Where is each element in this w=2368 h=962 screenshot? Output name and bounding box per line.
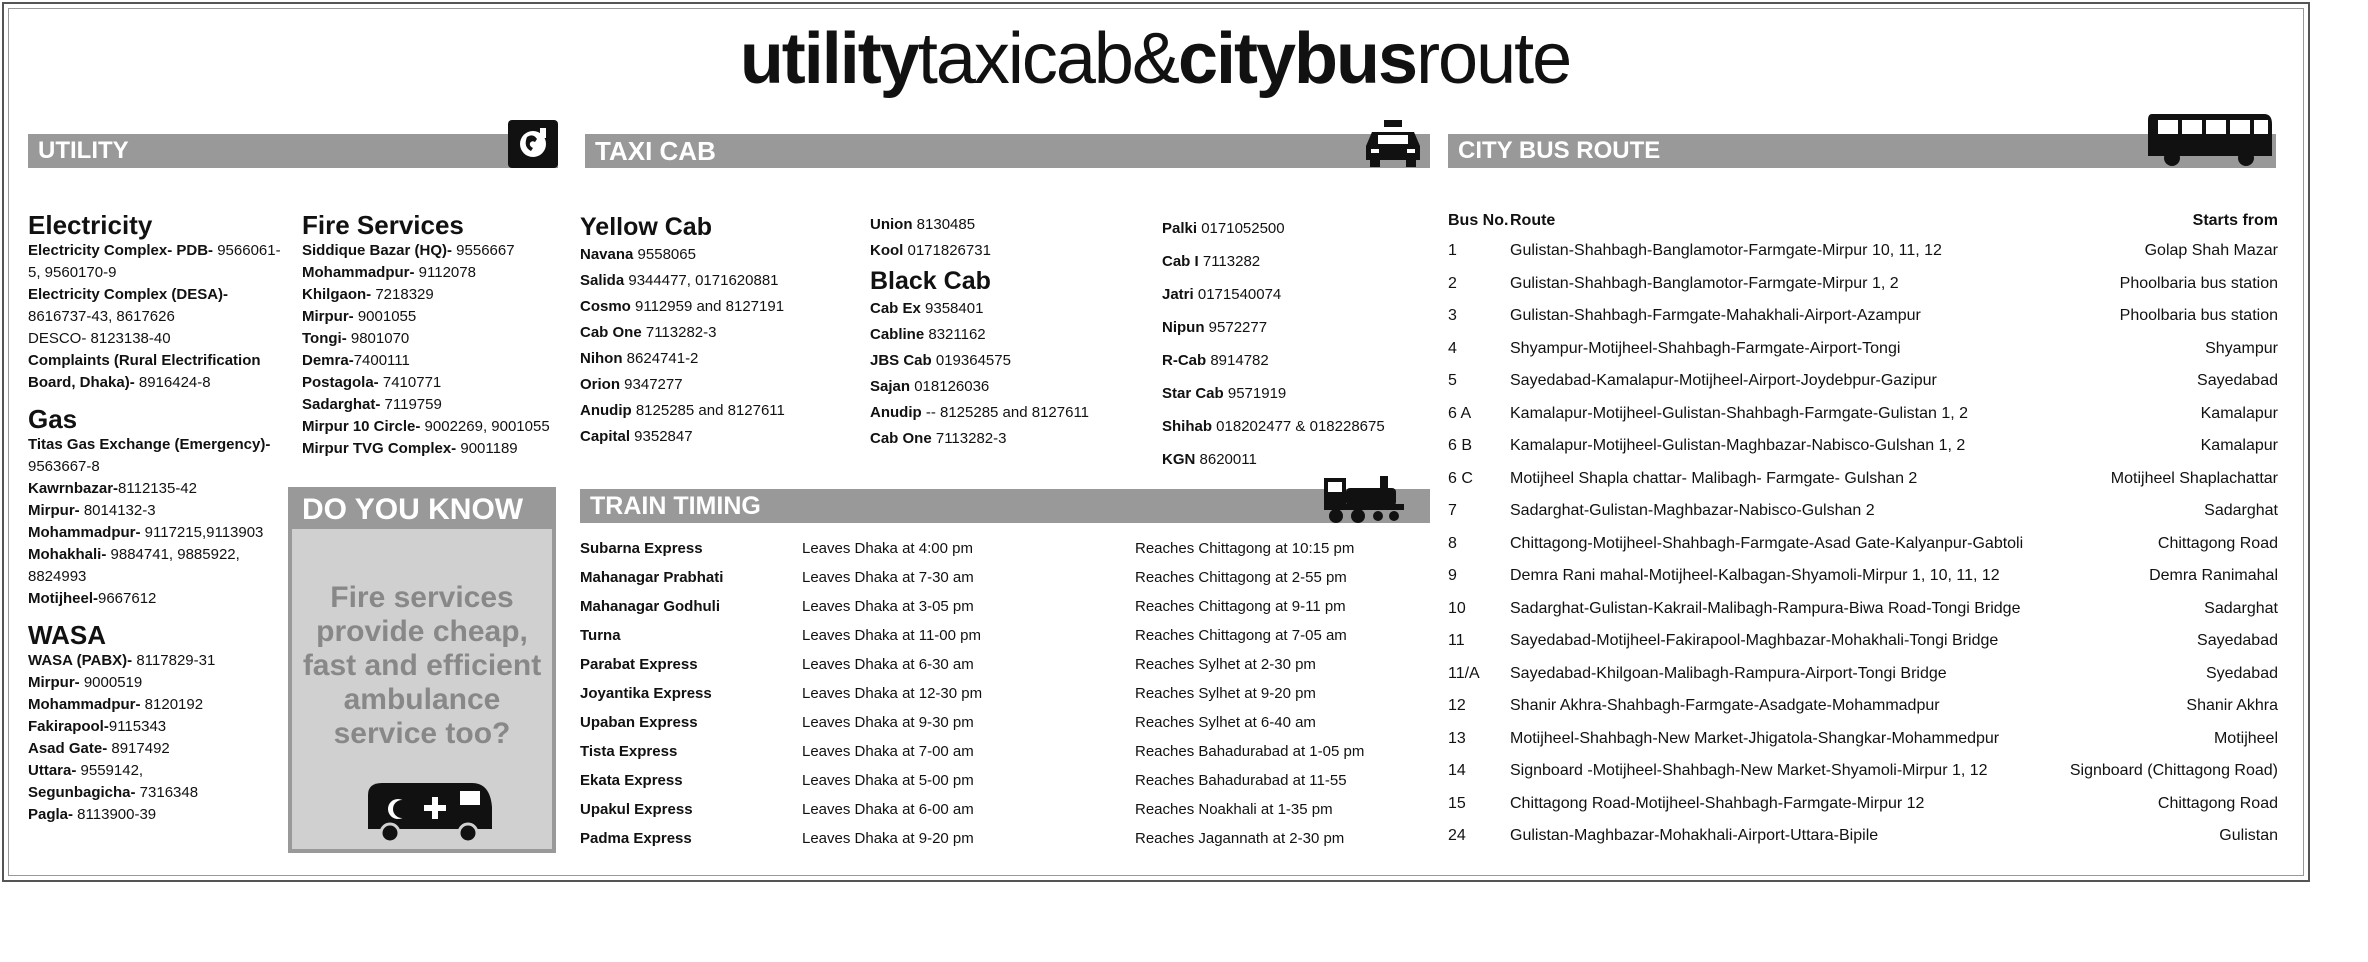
taxi-contact-number: 8620011: [1195, 451, 1257, 468]
fire-contact: [302, 416, 572, 438]
train-bar: TRAIN TIMING: [580, 489, 1430, 523]
train-name: Padma Express: [580, 830, 692, 847]
bus-number: 11: [1448, 632, 1465, 649]
electricity-contact: [28, 240, 283, 284]
gas-contact-number: 9117215,9113903: [140, 524, 264, 541]
fire-contact-label: Mirpur 10 Circle-: [302, 418, 421, 435]
gas-contact-number: 9667612: [98, 590, 157, 607]
bus-route: Signboard -Motijheel-Shahbagh-New Market-Shyamoli-Mirpur 1, 12: [1510, 762, 1988, 779]
bus-icon: [2146, 110, 2274, 168]
fire-contact-number: 7218329: [371, 286, 434, 303]
taxi-contact-label: R-Cab: [1162, 352, 1207, 369]
yellow-cab-contact: [580, 398, 860, 424]
train-name: Subarna Express: [580, 540, 703, 557]
fire-contact: [302, 328, 572, 350]
gas-contact: [28, 434, 283, 478]
taxi-contact-label: Shihab: [1162, 418, 1213, 435]
fire-contact-label: Mirpur-: [302, 308, 354, 325]
wasa-contact: [28, 672, 283, 694]
do-you-know-text: Fire services provide cheap, fast and efficient ambulance service too?: [302, 581, 542, 750]
electricity-contact-label: Complaints (Rural Electrification Board, Dhaka)-: [28, 352, 261, 391]
bus-start-point: Syedabad: [2205, 664, 2278, 682]
gas-contact: [28, 588, 283, 610]
electricity-contact: [28, 328, 283, 350]
wasa-contact-number: 8917492: [107, 740, 170, 757]
taxi-contact-number: 0171826731: [903, 242, 991, 259]
fire-contact: [302, 372, 572, 394]
fire-contact: [302, 438, 572, 460]
fire-contact-number: 9002269, 9001055: [420, 418, 550, 435]
train-name: Upaban Express: [580, 714, 698, 731]
taxi-contact-label: KGN: [1162, 451, 1196, 468]
fire-contact-number: 9001055: [353, 308, 417, 325]
fire-contact: [302, 394, 572, 416]
taxi-column-3: [1162, 212, 1432, 476]
bus-number: 14: [1448, 762, 1466, 779]
bus-number: 6 C: [1448, 469, 1473, 487]
bus-route: Shyampur-Motijheel-Shahbagh-Farmgate-Airport-Tongi: [1510, 339, 1901, 357]
wasa-contact-number: 9115343: [108, 718, 167, 735]
bus-route: Shanir Akhra-Shahbagh-Farmgate-Asadgate-Mohammadpur: [1510, 697, 1940, 714]
taxi-contact-label: Kool: [870, 242, 904, 259]
yellow-cab-heading: Yellow Cab: [580, 213, 712, 241]
wasa-contact-number: 8117829-31: [132, 652, 216, 669]
wasa-contact-number: 9559142,: [76, 762, 144, 779]
wasa-contact: [28, 738, 283, 760]
fire-contact-label: Khilgaon-: [302, 286, 372, 303]
gas-contact: [28, 544, 283, 588]
train-name: Turna: [580, 627, 621, 644]
taxi-contact-number: 9571919: [1223, 385, 1287, 402]
taxi-contact-label: Star Cab: [1162, 385, 1224, 402]
gas-contact: [28, 500, 283, 522]
electricity-heading: Electricity: [28, 210, 153, 240]
taxi-contact: [870, 212, 1150, 238]
bus-route: Gulistan-Shahbagh-Farmgate-Mahakhali-Airport-Azampur: [1510, 307, 1921, 324]
black-cab-contact-label: Cab Ex: [870, 300, 921, 317]
bus-number: 9: [1448, 567, 1457, 584]
taxi-contact-label: Nipun: [1162, 319, 1205, 336]
train-departure: Leaves Dhaka at 6-30 am: [802, 656, 974, 673]
fire-contact: [302, 240, 572, 262]
wasa-contact-label: Fakirapool-: [28, 718, 109, 735]
gas-contact-number: 9884741, 9885922, 8824993: [28, 546, 240, 585]
taxi-contact: [870, 238, 1150, 264]
black-cab-contact: [870, 400, 1150, 426]
fire-contact-label: Postagola-: [302, 374, 379, 391]
fire-contact-number: 9556667: [452, 242, 515, 259]
fire-services-heading: Fire Services: [302, 210, 464, 240]
bus-route: Sadarghat-Gulistan-Maghbazar-Nabisco-Gulshan 2: [1510, 502, 1875, 519]
bus-start-point: Shanir Akhra: [2186, 697, 2278, 714]
taxi-bar: TAXI CAB: [585, 134, 1430, 168]
yellow-cab-contact-label: Orion: [580, 376, 620, 393]
taxi-contact: [1162, 344, 1432, 377]
train-arrival: Reaches Sylhet at 9-20 pm: [1135, 685, 1316, 702]
yellow-cab-contact-number: 9344477, 0171620881: [624, 272, 779, 289]
bus-route: Gulistan-Maghbazar-Mohakhali-Airport-Uttara-Bipile: [1510, 827, 1879, 844]
bus-route: Chittagong-Motijheel-Shahbagh-Farmgate-Asad Gate-Kalyanpur-Gabtoli: [1510, 534, 2024, 552]
bus-start-point: Golap Shah Mazar: [2144, 242, 2278, 259]
train-departure: Leaves Dhaka at 5-00 pm: [802, 772, 974, 789]
bus-number: 8: [1448, 534, 1457, 552]
fire-contact: [302, 306, 572, 328]
taxi-contact-number: 9572277: [1204, 319, 1268, 336]
bus-start-point: Shyampur: [2205, 339, 2278, 357]
bus-route: Kamalapur-Motijheel-Gulistan-Shahbagh-Farmgate-Gulistan 1, 2: [1510, 404, 1968, 422]
bus-start-point: Kamalapur: [2200, 404, 2278, 422]
utility-column-1: [28, 210, 283, 826]
yellow-cab-contact: [580, 320, 860, 346]
taxi-column-1: [580, 212, 860, 450]
train-arrival: Reaches Noakhali at 1-35 pm: [1135, 801, 1333, 818]
gas-contact-label: Motijheel-: [28, 590, 98, 607]
black-cab-contact: [870, 374, 1150, 400]
bus-start-point: Signboard (Chittagong Road): [2069, 762, 2278, 779]
fire-contact-label: Mohammadpur-: [302, 264, 415, 281]
taxi-contact-label: Palki: [1162, 220, 1198, 237]
fire-contact-label: Siddique Bazar (HQ)-: [302, 242, 453, 259]
taxi-contact-number: 0171540074: [1193, 286, 1282, 303]
bus-route: Kamalapur-Motijheel-Gulistan-Maghbazar-Nabisco-Gulshan 1, 2: [1510, 437, 1966, 454]
train-name: Mahanagar Prabhati: [580, 569, 724, 586]
train-departure: Leaves Dhaka at 7-00 am: [802, 743, 974, 760]
train-departure: Leaves Dhaka at 3-05 pm: [802, 598, 974, 615]
train-arrival: Reaches Chittagong at 10:15 pm: [1135, 540, 1355, 557]
yellow-cab-contact: [580, 242, 860, 268]
black-cab-contact-number: 019364575: [931, 352, 1011, 369]
fire-contact-label: Mirpur TVG Complex-: [302, 440, 457, 457]
yellow-cab-contact-number: 9112959 and 8127191: [630, 298, 785, 315]
yellow-cab-contact-number: 8125285 and 8127611: [631, 402, 785, 419]
taxi-contact: [1162, 377, 1432, 410]
page-title: utilitytaxicab&citybusroute: [739, 19, 1571, 99]
black-cab-contact-number: 018126036: [910, 378, 990, 395]
bus-start-point: Chittagong Road: [2157, 794, 2278, 812]
electricity-contact-number: 9566061-5, 9560170-9: [28, 242, 281, 281]
fire-contact-label: Demra-: [302, 352, 354, 369]
electricity-contact-label: Electricity Complex- PDB-: [28, 242, 214, 259]
gas-contact-number: 8014132-3: [79, 502, 156, 519]
electricity-contact: [28, 350, 283, 394]
fire-contact-number: 9112078: [414, 264, 476, 281]
wasa-contact-number: 9000519: [79, 674, 143, 691]
yellow-cab-contact-number: 9352847: [630, 428, 693, 445]
yellow-cab-contact: [580, 372, 860, 398]
taxi-contact: [1162, 245, 1432, 278]
taxi-contact: [1162, 410, 1432, 443]
black-cab-contact-label: JBS Cab: [870, 352, 932, 369]
bus-route: Motijheel Shapla chattar- Malibagh- Farmgate- Gulshan 2: [1510, 469, 1918, 487]
bus-start-point: Sayedabad: [2197, 632, 2278, 649]
bus-route: Sayedabad-Khilgoan-Malibagh-Rampura-Airport-Tongi Bridge: [1510, 664, 1947, 682]
yellow-cab-contact-number: 7113282-3: [641, 324, 717, 341]
wasa-contact-label: WASA (PABX)-: [28, 652, 133, 669]
train-name: Parabat Express: [580, 656, 698, 673]
bus-number: 11/A: [1448, 664, 1480, 682]
gas-contact-label: Mohammadpur-: [28, 524, 141, 541]
wasa-contact-number: 7316348: [135, 784, 199, 801]
ambulance-icon: [364, 781, 494, 843]
bus-number: 3: [1448, 307, 1457, 324]
wasa-contact-label: Mohammadpur-: [28, 696, 141, 713]
gas-contact-label: Mirpur-: [28, 502, 80, 519]
train-departure: Leaves Dhaka at 9-30 pm: [802, 714, 974, 731]
bus-number: 6 A: [1448, 404, 1472, 422]
taxi-contact-label: Jatri: [1162, 286, 1194, 303]
utility-bar: UTILITY: [28, 134, 558, 168]
bus-start-point: Gulistan: [2219, 827, 2278, 844]
bus-route: Gulistan-Shahbagh-Banglamotor-Farmgate-Mirpur 10, 11, 12: [1510, 242, 1942, 259]
bus-number: 10: [1448, 599, 1466, 617]
bus-route: Sayedabad-Kamalapur-Motijheel-Airport-Joydebpur-Gazipur: [1510, 372, 1937, 389]
wasa-contact: [28, 694, 283, 716]
bus-route: Gulistan-Shahbagh-Banglamotor-Farmgate-Mirpur 1, 2: [1510, 274, 1899, 292]
starts-from-header: Starts from: [2192, 212, 2278, 229]
yellow-cab-contact-number: 8624741-2: [622, 350, 699, 367]
train-name: Mahanagar Godhuli: [580, 598, 721, 615]
black-cab-heading: Black Cab: [870, 267, 991, 295]
train-arrival: Reaches Jagannath at 2-30 pm: [1135, 830, 1345, 847]
train-arrival: Reaches Sylhet at 6-40 am: [1135, 714, 1316, 731]
train-name: Tista Express: [580, 743, 678, 760]
bus-route: Sayedabad-Motijheel-Fakirapool-Maghbazar-Mohakhali-Tongi Bridge: [1510, 632, 1999, 649]
black-cab-contact: [870, 426, 1150, 452]
bus-no-header: Bus No.: [1448, 212, 1509, 229]
taxi-contact-label: Union: [870, 216, 913, 233]
fire-contact: [302, 262, 572, 284]
black-cab-contact: [870, 296, 1150, 322]
gas-contact-label: Titas Gas Exchange (Emergency)-: [28, 436, 271, 453]
bus-number: 24: [1448, 827, 1466, 844]
bus-number: 2: [1448, 274, 1457, 292]
wasa-contact: [28, 760, 283, 782]
gas-contact-label: Mohakhali-: [28, 546, 107, 563]
taxi-icon: [1362, 118, 1424, 168]
phone-hand-icon: [508, 120, 558, 168]
bus-route: Chittagong Road-Motijheel-Shahbagh-Farmgate-Mirpur 12: [1510, 794, 1925, 812]
gas-contact-label: Kawrnbazar-: [28, 480, 119, 497]
bus-number: 7: [1448, 502, 1457, 519]
train-arrival: Reaches Chittagong at 2-55 pm: [1135, 569, 1347, 586]
wasa-contact: [28, 650, 283, 672]
bus-number: 13: [1448, 729, 1466, 747]
train-departure: Leaves Dhaka at 9-20 pm: [802, 830, 974, 847]
wasa-contact-label: Asad Gate-: [28, 740, 108, 757]
utility-column-2: [302, 210, 572, 460]
wasa-contact-number: 8113900-39: [73, 806, 157, 823]
wasa-contact-label: Pagla-: [28, 806, 74, 823]
bus-start-point: Sadarghat: [2204, 599, 2278, 617]
black-cab-contact-number: -- 8125285 and 8127611: [921, 404, 1090, 421]
train-arrival: Reaches Chittagong at 7-05 am: [1135, 627, 1347, 644]
fire-contact: [302, 350, 572, 372]
wasa-contact-label: Mirpur-: [28, 674, 80, 691]
train-name: Ekata Express: [580, 772, 683, 789]
fire-contact-number: 7410771: [378, 374, 442, 391]
taxi-contact-number: 8914782: [1206, 352, 1269, 369]
taxi-contact-number: 8130485: [912, 216, 976, 233]
bus-number: 6 B: [1448, 437, 1473, 454]
taxi-contact: [1162, 212, 1432, 245]
yellow-cab-contact-label: Capital: [580, 428, 631, 445]
gas-contact: [28, 478, 283, 500]
gas-contact-number: 8112135-42: [118, 480, 197, 497]
train-name: Joyantika Express: [580, 685, 712, 702]
bus-number: 4: [1448, 339, 1457, 357]
black-cab-contact-number: 7113282-3: [931, 430, 1007, 447]
taxi-contact-number: 0171052500: [1197, 220, 1285, 237]
yellow-cab-contact-label: Nihon: [580, 350, 623, 367]
taxi-contact-label: Cab I: [1162, 253, 1199, 270]
bus-start-point: Kamalapur: [2200, 437, 2278, 454]
electricity-contact-number: 8616737-43, 8617626: [28, 308, 175, 325]
electricity-contact-number: DESCO- 8123138-40: [28, 330, 171, 347]
black-cab-contact-number: 8321162: [924, 326, 986, 343]
yellow-cab-contact-number: 9558065: [633, 246, 696, 263]
train-arrival: Reaches Chittagong at 9-11 pm: [1135, 598, 1346, 615]
bus-number: 1: [1448, 242, 1457, 259]
train-departure: Leaves Dhaka at 12-30 pm: [802, 685, 983, 702]
bus-route: Motijheel-Shahbagh-New Market-Jhigatola-Shangkar-Mohammedpur: [1510, 729, 2000, 747]
black-cab-contact-label: Sajan: [870, 378, 911, 395]
train-departure: Leaves Dhaka at 4:00 pm: [802, 540, 973, 557]
train-icon: [1322, 474, 1410, 524]
train-departure: Leaves Dhaka at 6-00 am: [802, 801, 974, 818]
black-cab-contact-label: Cabline: [870, 326, 925, 343]
wasa-contact-label: Segunbagicha-: [28, 784, 136, 801]
fire-contact-number: 9001189: [456, 440, 518, 457]
train-departure: Leaves Dhaka at 7-30 am: [802, 569, 974, 586]
fire-contact-number: 9801070: [346, 330, 410, 347]
electricity-contact-label: Electricity Complex (DESA)-: [28, 286, 229, 303]
fire-contact-label: Sadarghat-: [302, 396, 381, 413]
yellow-cab-contact-label: Salida: [580, 272, 625, 289]
yellow-cab-contact: [580, 346, 860, 372]
yellow-cab-contact-label: Navana: [580, 246, 634, 263]
bus-start-point: Chittagong Road: [2157, 534, 2278, 552]
bus-start-point: Sayedabad: [2197, 372, 2278, 389]
taxi-contact-number: 7113282: [1198, 253, 1261, 270]
do-you-know-title: DO YOU KNOW: [292, 491, 552, 529]
bus-number: 15: [1448, 794, 1466, 812]
wasa-contact: [28, 716, 283, 738]
black-cab-contact-label: Cab One: [870, 430, 932, 447]
taxi-contact: [1162, 443, 1432, 476]
taxi-contact: [1162, 311, 1432, 344]
black-cab-contact: [870, 348, 1150, 374]
do-you-know-box: [288, 487, 556, 853]
taxi-contact: [1162, 278, 1432, 311]
train-arrival: Reaches Bahadurabad at 1-05 pm: [1135, 743, 1365, 760]
bus-start-point: Phoolbaria bus station: [2119, 307, 2278, 324]
bus-route: Demra Rani mahal-Motijheel-Kalbagan-Shyamoli-Mirpur 1, 10, 11, 12: [1510, 567, 2000, 584]
yellow-cab-contact: [580, 268, 860, 294]
bus-number: 12: [1448, 697, 1466, 714]
bus-route: Sadarghat-Gulistan-Kakrail-Malibagh-Rampura-Biwa Road-Tongi Bridge: [1510, 599, 2021, 617]
fire-contact-number: 7400111: [353, 352, 410, 369]
train-name: Upakul Express: [580, 801, 693, 818]
bus-start-point: Motijheel Shaplachattar: [2110, 469, 2278, 487]
electricity-contact-number: 8916424-8: [134, 374, 211, 391]
black-cab-contact-label: Anudip: [870, 404, 922, 421]
yellow-cab-contact-label: Cab One: [580, 324, 642, 341]
taxi-contact-number: 018202477 & 018228675: [1212, 418, 1385, 435]
yellow-cab-contact: [580, 424, 860, 450]
fire-contact: [302, 284, 572, 306]
wasa-contact-number: 8120192: [140, 696, 204, 713]
bus-number: 5: [1448, 372, 1457, 389]
yellow-cab-contact-label: Cosmo: [580, 298, 631, 315]
fire-contact-label: Tongi-: [302, 330, 347, 347]
bus-start-point: Motijheel: [2213, 729, 2278, 747]
yellow-cab-contact-label: Anudip: [580, 402, 632, 419]
bus-start-point: Phoolbaria bus station: [2119, 274, 2278, 292]
wasa-contact: [28, 804, 283, 826]
taxi-column-2: [870, 212, 1150, 452]
fire-contact-number: 7119759: [380, 396, 442, 413]
bus-start-point: Sadarghat: [2204, 502, 2278, 519]
bus-start-point: Demra Ranimahal: [2149, 567, 2278, 584]
black-cab-contact: [870, 322, 1150, 348]
wasa-contact: [28, 782, 283, 804]
train-arrival: Reaches Bahadurabad at 11-55: [1135, 772, 1347, 789]
wasa-heading: WASA: [28, 620, 106, 650]
gas-contact-number: 9563667-8: [28, 458, 100, 475]
yellow-cab-contact-number: 9347277: [620, 376, 683, 393]
wasa-contact-label: Uttara-: [28, 762, 77, 779]
gas-contact: [28, 522, 283, 544]
gas-heading: Gas: [28, 404, 78, 434]
train-departure: Leaves Dhaka at 11-00 pm: [802, 627, 981, 644]
yellow-cab-contact: [580, 294, 860, 320]
train-arrival: Reaches Sylhet at 2-30 pm: [1135, 656, 1316, 673]
electricity-contact: [28, 284, 283, 328]
bus-bar: CITY BUS ROUTE: [1448, 134, 2276, 168]
black-cab-contact-number: 9358401: [920, 300, 984, 317]
route-header: Route: [1510, 212, 1556, 229]
